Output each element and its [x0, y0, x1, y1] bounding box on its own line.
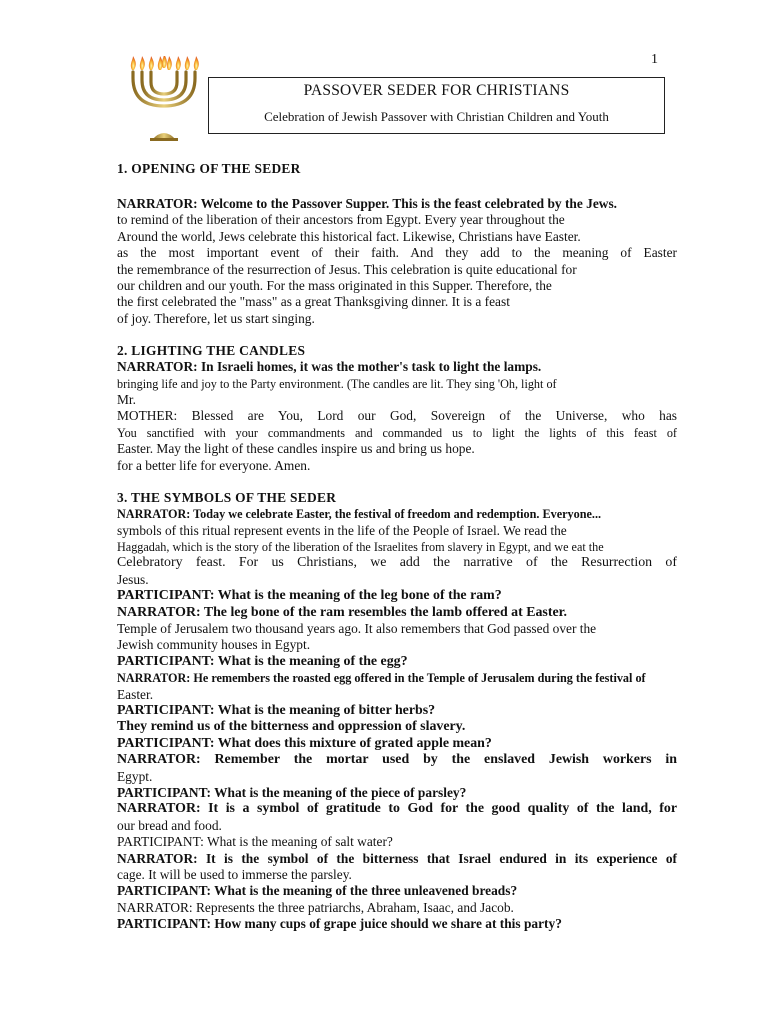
text-line: Celebratory feast. For us Christians, we add the narrative of the Resurrection of — [117, 555, 677, 571]
text-line: Egypt. — [117, 768, 153, 784]
text-line: NARRATOR: In Israeli homes, it was the mother's task to light the lamps. — [117, 359, 542, 375]
text-line: NARRATOR: It is the symbol of the bitterness that Israel endured in its experience of — [117, 850, 677, 866]
text-line: Easter. May the light of these candles inspire us and bring us hope. — [117, 441, 475, 457]
text-line: the first celebrated the "mass" as a great Thanksgiving dinner. It is a feast — [117, 294, 510, 310]
text-line: to remind of the liberation of their ancestors from Egypt. Every year throughout the — [117, 212, 565, 228]
page-number: 1 — [651, 52, 658, 67]
text-line: of joy. Therefore, let us start singing. — [117, 310, 315, 326]
menorah-icon — [126, 56, 202, 142]
title-box — [208, 77, 665, 134]
text-line: NARRATOR: Represents the three patriarchs, Abraham, Isaac, and Jacob. — [117, 899, 514, 915]
text-line: NARRATOR: He remembers the roasted egg offered in the Temple of Jerusalem during the festival of — [117, 671, 646, 686]
text-line: Haggadah, which is the story of the liberation of the Israelites from slavery in Egypt, and we eat the — [117, 539, 604, 554]
text-line: as the most important event of their faith. And they add to the meaning of Easter — [117, 245, 677, 261]
text-line: bringing life and joy to the Party environment. (The candles are lit. They sing 'Oh, light of — [117, 376, 557, 391]
document-title: PASSOVER SEDER FOR CHRISTIANS — [303, 82, 570, 99]
text-line: NARRATOR: Welcome to the Passover Supper. This is the feast celebrated by the Jews. — [117, 196, 618, 211]
text-line: Jewish community houses in Egypt. — [117, 637, 311, 653]
text-line: PARTICIPANT: What does this mixture of grated apple mean? — [117, 735, 492, 751]
text-line: the remembrance of the resurrection of Jesus. This celebration is quite educational for — [117, 261, 577, 277]
text-line: NARRATOR: It is a symbol of gratitude to God for the good quality of the land, for — [117, 801, 677, 817]
text-line: Jesus. — [117, 571, 149, 587]
text-line: They remind us of the bitterness and oppression of slavery. — [117, 719, 466, 735]
text-line: our children and our youth. For the mass originated in this Supper. Therefore, the — [117, 278, 552, 294]
text-line: PARTICIPANT: What is the meaning of the three unleavened breads? — [117, 883, 518, 899]
text-line: symbols of this ritual represent events in the life of the People of Israel. We read the — [117, 522, 567, 538]
text-line: NARRATOR: Today we celebrate Easter, the festival of freedom and redemption. Everyone... — [117, 507, 602, 522]
text-line: PARTICIPANT: What is the meaning of bitter herbs? — [117, 702, 436, 718]
text-line: PARTICIPANT: What is the meaning of the leg bone of the ram? — [117, 588, 502, 604]
text-line: You sanctified with your commandments and commanded us to light the lights of this feast of — [117, 425, 677, 440]
section-heading: 1. OPENING OF THE SEDER — [117, 161, 301, 176]
section-heading: 2. LIGHTING THE CANDLES — [117, 343, 306, 359]
text-line: cage. It will be used to immerse the parsley. — [117, 867, 352, 883]
text-line: Temple of Jerusalem two thousand years ago. It also remembers that God passed over the — [117, 620, 597, 636]
text-line: Around the world, Jews celebrate this historical fact. Likewise, Christians have Easter. — [117, 228, 581, 244]
text-line: PARTICIPANT: How many cups of grape juice should we share at this party? — [117, 916, 562, 932]
document-body — [117, 161, 677, 933]
document-subtitle: Celebration of Jewish Passover with Christian Children and Youth — [264, 109, 609, 124]
text-line: for a better life for everyone. Amen. — [117, 457, 311, 473]
text-line: Easter. — [117, 686, 154, 702]
section-heading: 3. THE SYMBOLS OF THE SEDER — [117, 490, 337, 506]
text-line: PARTICIPANT: What is the meaning of the egg? — [117, 653, 408, 669]
text-line: PARTICIPANT: What is the meaning of salt water? — [117, 834, 393, 850]
text-line: Mr. — [117, 392, 136, 408]
text-line: NARRATOR: The leg bone of the ram resembles the lamb offered at Easter. — [117, 604, 567, 620]
text-line: PARTICIPANT: What is the meaning of the piece of parsley? — [117, 785, 467, 800]
text-line: NARRATOR: Remember the mortar used by the enslaved Jewish workers in — [117, 752, 677, 768]
text-line: MOTHER: Blessed are You, Lord our God, Sovereign of the Universe, who has — [117, 408, 677, 424]
text-line: our bread and food. — [117, 817, 222, 833]
